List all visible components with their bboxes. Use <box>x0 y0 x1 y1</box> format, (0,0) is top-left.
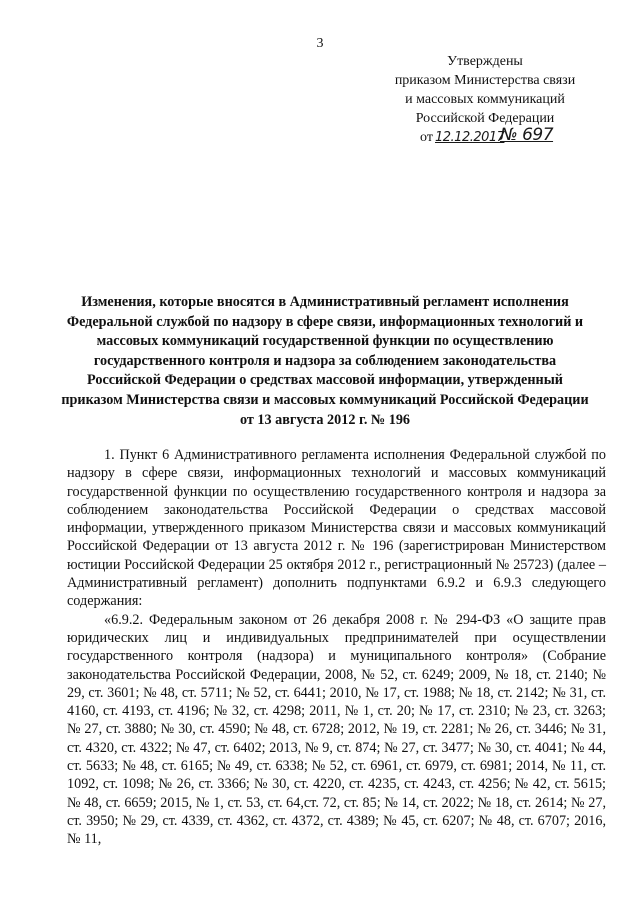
handwritten-order-number: № 697 <box>500 125 554 145</box>
approval-date-line <box>380 125 590 147</box>
paragraph-2: «6.9.2. Федеральным законом от 26 декабря 2008 г. № 294-ФЗ «О защите прав юридических лиц и индивидуальных предпринимателей при осуществлении государственного контроля (надзора) и муниципального контроля» (Собрание законодательства Российской Федерации, 2008, № 52, ст. 6249; 2009, № 18, ст. 2140; № 29, ст. 3601; № 48, ст. 5711; № 52, ст. 6441; 2010, № 17, ст. 1988; № 18, ст. 2142; № 31, ст. 4160, ст. 4193, ст. 4196; № 32, ст. 4298; 2011, № 1, ст. 20; № 17, ст. 2310; № 23, ст. 3263; № 27, ст. 3880; № 30, ст. 4590; № 48, ст. 6728; 2012, № 19, ст. 2281; № 26, ст. 3446; № 31, ст. 4320, ст. 4322; № 47, ст. 6402; 2013, № 9, ст. 874; № 27, ст. 3477; № 30, ст. 4041; № 44, ст. 5633; № 48, ст. 6165; № 49, ст. 6338; № 52, ст. 6961, ст. 6979, ст. 6981; 2014, № 11, ст. 1092, ст. 1098; № 26, ст. 3366; № 30, ст. 4220, ст. 4235, ст. 4243, ст. 4256; № 42, ст. 5615; № 48, ст. 6659; 2015, № 1, ст. 53, ст. 64,ст. 72, ст. 85; № 14, ст. 2022; № 18, ст. 2614; № 27, ст. 3950; № 29, ст. 4339, ст. 4362, ст. 4372, ст. 4389; № 45, ст. 6207; № 48, ст. 6707; 2016, № 11, <box>67 611 606 848</box>
document-body <box>67 446 606 849</box>
approval-block <box>380 52 590 147</box>
approval-line-3: и массовых коммуникаций <box>405 92 565 107</box>
approval-line-2: приказом Министерства связи <box>394 73 576 88</box>
page-number: 3 <box>316 36 324 51</box>
approval-line-1: Утверждены <box>447 54 523 69</box>
date-prefix: от <box>420 130 433 145</box>
handwritten-date: 12.12.2017 <box>435 130 505 145</box>
paragraph-1: 1. Пункт 6 Административного регламента исполнения Федеральной службой по надзору в сфере связи, информационных технологий и массовых коммуникаций государственной функции по осуществлению государственного контроля и надзора за соблюдением законодательства Российской Федерации о средствах массовой информации, утвержденного приказом Министерства связи и массовых коммуникаций Российской Федерации от 13 августа 2012 г. № 196 (зарегистрирован Министерством юстиции Российской Федерации 25 октября 2012 г., регистрационный № 25723) (далее – Административный регламент) дополнить подпунктами 6.9.2 и 6.9.3 следующего содержания: <box>67 447 606 610</box>
approval-line-4: Российской Федерации <box>415 111 555 126</box>
document-title: Изменения, которые вносятся в Административный регламент исполнения Федеральной службой по надзору в сфере связи, информационных технологий и массовых коммуникаций государственной функции по осуществлению государственного контроля и надзора за соблюдением законодательства Российской Федерации о средствах массовой информации, утвержденный приказом Министерства связи и массовых коммуникаций Российской Федерации от 13 августа 2012 г. № 196 <box>61 294 589 428</box>
